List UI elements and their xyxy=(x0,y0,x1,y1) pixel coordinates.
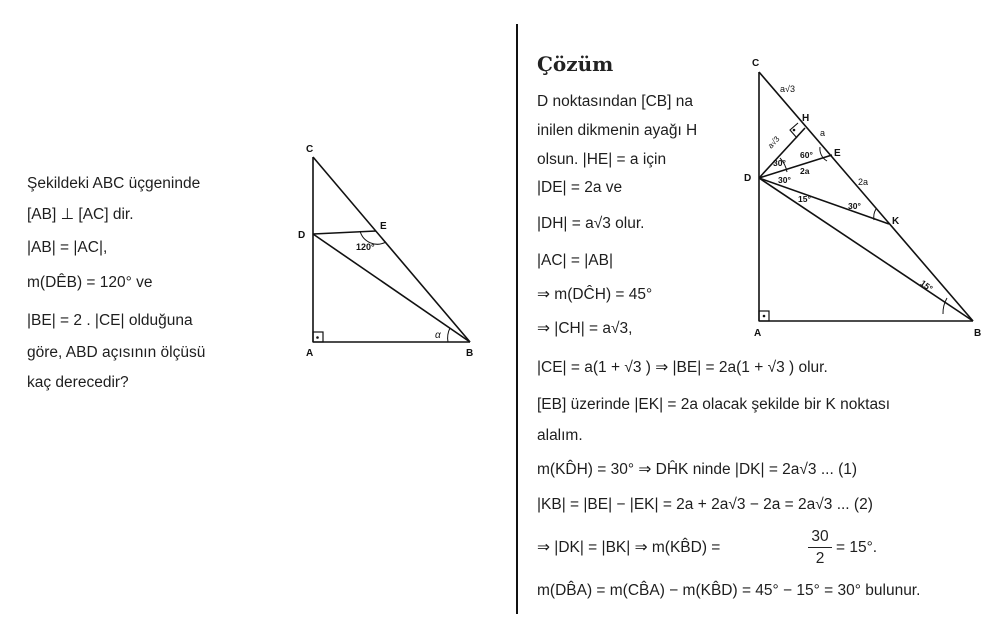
solution-line-3: alalım. xyxy=(537,427,583,444)
label-angle-60: 60° xyxy=(800,150,813,160)
label-angle-deb: 120° xyxy=(356,242,375,252)
problem-line-6: göre, ABD açısının ölçüsü xyxy=(27,344,206,361)
label-e: E xyxy=(380,221,387,232)
label-k: K xyxy=(892,216,900,227)
label-he: a xyxy=(820,128,826,138)
solution-line-7: m(DB̂A) = m(CB̂A) − m(KB̂D) = 45° − 15° = 30° bulunur. xyxy=(537,582,921,599)
solution-line-2: [EB] üzerinde |EK| = 2a olacak şekilde bir K noktası xyxy=(537,396,891,413)
solution-line-1: |CE| = a(1 + √3 ) ⇒ |BE| = 2a(1 + √3 ) olur. xyxy=(537,359,828,376)
solution-line-5: |KB| = |BE| − |EK| = 2a + 2a√3 − 2a = 2a√3 ... (2) xyxy=(537,496,873,513)
label-b: B xyxy=(466,348,474,359)
fraction-denominator: 2 xyxy=(815,550,825,567)
label-angle-30-top: 30° xyxy=(773,158,786,168)
problem-line-4: m(DÊB) = 120° ve xyxy=(27,274,153,291)
label-ek: 2a xyxy=(858,177,869,187)
problem-figure xyxy=(290,130,500,370)
problem-line-5: |BE| = 2 . |CE| olduğuna xyxy=(27,312,193,329)
label-b: B xyxy=(974,328,982,339)
label-e: E xyxy=(834,148,841,159)
label-de: 2a xyxy=(800,166,810,176)
label-d: D xyxy=(744,173,752,184)
solution-intro-3: olsun. |HE| = a için xyxy=(537,151,667,168)
label-alpha: α xyxy=(435,330,441,341)
solution-intro-4: |DE| = 2a ve xyxy=(537,179,623,196)
segment-de xyxy=(313,231,376,234)
solution-intro-2: inilen dikmenin ayağı H xyxy=(537,122,698,139)
label-a: A xyxy=(306,348,314,359)
label-h: H xyxy=(802,113,810,124)
side-cb xyxy=(759,72,973,321)
label-c: C xyxy=(752,58,760,69)
problem-line-1: Şekildeki ABC üçgeninde xyxy=(27,175,201,192)
problem-line-2: [AB] ⊥ [AC] dir. xyxy=(27,206,134,223)
problem-line-7: kaç derecedir? xyxy=(27,374,129,391)
label-c: C xyxy=(306,144,314,155)
solution-intro-6: |AC| = |AB| xyxy=(537,252,613,269)
solution-intro-1: D noktasından [CB] na xyxy=(537,93,693,110)
fraction-numerator: 30 xyxy=(808,528,832,548)
column-divider xyxy=(516,24,518,614)
segment-db xyxy=(759,178,973,321)
label-dh: a√3 xyxy=(765,134,782,151)
label-angle-30-mid: 30° xyxy=(778,175,791,185)
label-d: D xyxy=(298,230,306,241)
label-angle-15-d: 15° xyxy=(798,194,811,204)
solution-intro-8: ⇒ |CH| = a√3, xyxy=(537,320,633,337)
solution-line-6: ⇒ |DK| = |BK| ⇒ m(KB̂D) = xyxy=(537,539,721,556)
label-angle-15-b: 15° xyxy=(918,277,935,294)
label-angle-30-k: 30° xyxy=(848,201,861,211)
solution-line-4: m(KD̂H) = 30° ⇒ DĤK ninde |DK| = 2a√3 ... (1) xyxy=(537,461,858,478)
label-a: A xyxy=(754,328,762,339)
solution-title: Çözüm xyxy=(537,52,614,76)
solution-intro-5: |DH| = a√3 olur. xyxy=(537,215,645,232)
angle-arc-b xyxy=(448,328,450,342)
solution-figure xyxy=(740,52,998,342)
label-ch: a√3 xyxy=(780,84,795,94)
fraction-30-over-2 xyxy=(808,528,832,568)
solution-line-6-result: = 15°. xyxy=(836,539,878,556)
solution-intro-7: ⇒ m(DĈH) = 45° xyxy=(537,286,653,303)
problem-line-3: |AB| = |AC|, xyxy=(27,239,108,256)
